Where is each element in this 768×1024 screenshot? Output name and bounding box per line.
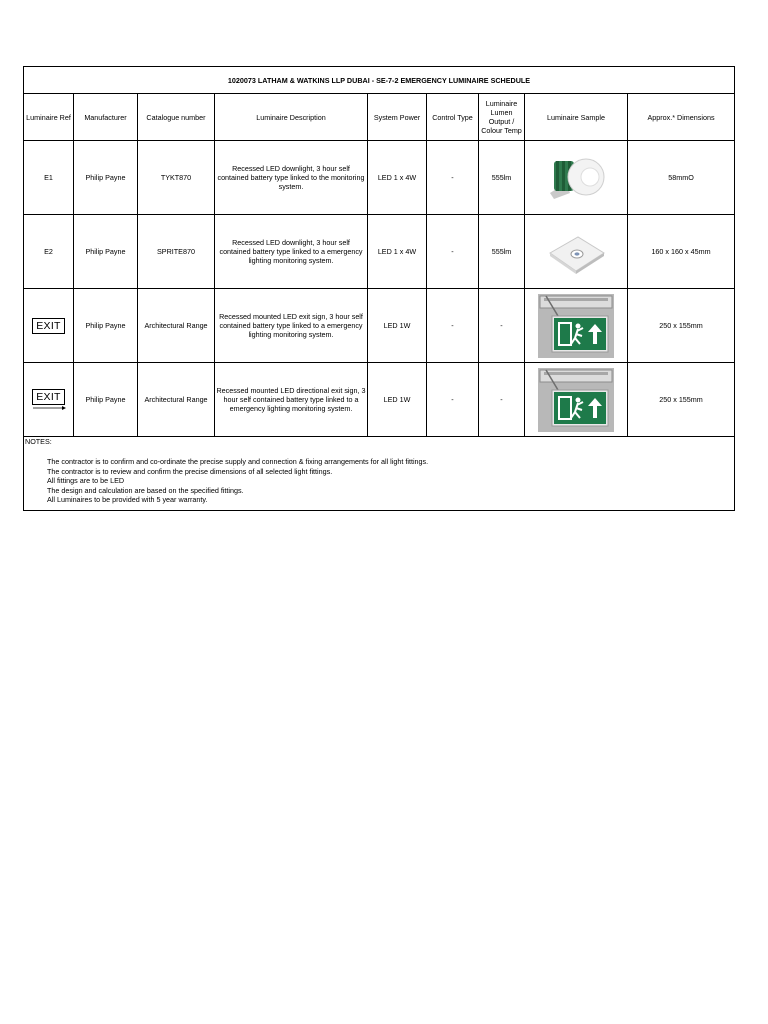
cell-sample xyxy=(525,363,628,437)
cell-dimensions: 160 x 160 x 45mm xyxy=(628,215,735,289)
cell-lumen: 555lm xyxy=(479,215,525,289)
downlight-e2-image xyxy=(544,227,608,277)
header-catalogue: Catalogue number xyxy=(138,94,215,141)
header-control: Control Type xyxy=(427,94,479,141)
cell-dimensions: 250 x 155mm xyxy=(628,363,735,437)
notes-list xyxy=(47,457,734,505)
table-row xyxy=(24,215,735,289)
header-row xyxy=(24,94,735,141)
cell-power: LED 1W xyxy=(368,363,427,437)
cell-manufacturer: Philip Payne xyxy=(74,215,138,289)
cell-sample xyxy=(525,289,628,363)
header-manufacturer: Manufacturer xyxy=(74,94,138,141)
header-lumen: Luminaire Lumen Output / Colour Temp xyxy=(479,94,525,141)
table-row xyxy=(24,289,735,363)
cell-manufacturer: Philip Payne xyxy=(74,141,138,215)
cell-dimensions: 58mmO xyxy=(628,141,735,215)
cell-catalogue: Architectural Range xyxy=(138,289,215,363)
luminaire-schedule-sheet xyxy=(23,66,734,511)
cell-catalogue: Architectural Range xyxy=(138,363,215,437)
header-ref: Luminaire Ref xyxy=(24,94,74,141)
cell-control: - xyxy=(427,289,479,363)
cell-power: LED 1 x 4W xyxy=(368,141,427,215)
cell-description: Recessed LED downlight, 3 hour self contained battery type linked to a emergency lighting monitoring system. xyxy=(215,215,368,289)
cell-sample xyxy=(525,141,628,215)
table-row xyxy=(24,141,735,215)
cell-ref: E1 xyxy=(24,141,74,215)
cell-power: LED 1W xyxy=(368,289,427,363)
cell-catalogue: SPRITE870 xyxy=(138,215,215,289)
exit-directional-sign-image xyxy=(538,368,614,432)
cell-ref xyxy=(24,289,74,363)
header-sample: Luminaire Sample xyxy=(525,94,628,141)
header-power: System Power xyxy=(368,94,427,141)
note-item: The design and calculation are based on the specified fittings. xyxy=(47,485,244,495)
exit-sign-symbol: EXIT xyxy=(32,389,65,405)
cell-control: - xyxy=(427,363,479,437)
cell-power: LED 1 x 4W xyxy=(368,215,427,289)
cell-description: Recessed LED downlight, 3 hour self contained battery type linked to the monitoring system. xyxy=(215,141,368,215)
cell-control: - xyxy=(427,141,479,215)
note-item: The contractor is to confirm and co-ordinate the precise supply and connection & fixing arrangements for all light fittings. xyxy=(47,457,429,466)
schedule-title: 1020073 LATHAM & WATKINS LLP DUBAI - SE-7-2 EMERGENCY LUMINAIRE SCHEDULE xyxy=(24,67,735,94)
note-item: All Luminaires to be provided with 5 year warranty. xyxy=(47,495,208,505)
cell-description: Recessed mounted LED exit sign, 3 hour self contained battery type linked to a emergency lighting monitoring system. xyxy=(215,289,368,363)
arrow-right-icon xyxy=(32,405,66,411)
cell-sample xyxy=(525,215,628,289)
cell-control: - xyxy=(427,215,479,289)
exit-directional-symbol xyxy=(32,389,66,411)
header-dimensions: Approx.* Dimensions xyxy=(628,94,735,141)
notes-section xyxy=(24,437,735,511)
cell-ref xyxy=(24,363,74,437)
cell-manufacturer: Philip Payne xyxy=(74,363,138,437)
cell-lumen: - xyxy=(479,289,525,363)
cell-lumen: 555lm xyxy=(479,141,525,215)
cell-lumen: - xyxy=(479,363,525,437)
cell-description: Recessed mounted LED directional exit sign, 3 hour self contained battery type linked to a emergency lighting monitoring system. xyxy=(215,363,368,437)
luminaire-schedule-table xyxy=(23,66,735,511)
table-row xyxy=(24,363,735,437)
exit-sign-image xyxy=(538,294,614,358)
note-item: All fittings are to be LED xyxy=(47,476,125,486)
note-item: The contractor is to review and confirm the precise dimensions of all selected light fittings. xyxy=(47,466,333,476)
exit-sign-symbol: EXIT xyxy=(32,318,65,334)
cell-catalogue: TYKT870 xyxy=(138,141,215,215)
header-description: Luminaire Description xyxy=(215,94,368,141)
cell-ref: E2 xyxy=(24,215,74,289)
notes-label: NOTES: xyxy=(25,437,52,446)
downlight-e1-image xyxy=(544,153,608,203)
cell-manufacturer: Philip Payne xyxy=(74,289,138,363)
cell-dimensions: 250 x 155mm xyxy=(628,289,735,363)
